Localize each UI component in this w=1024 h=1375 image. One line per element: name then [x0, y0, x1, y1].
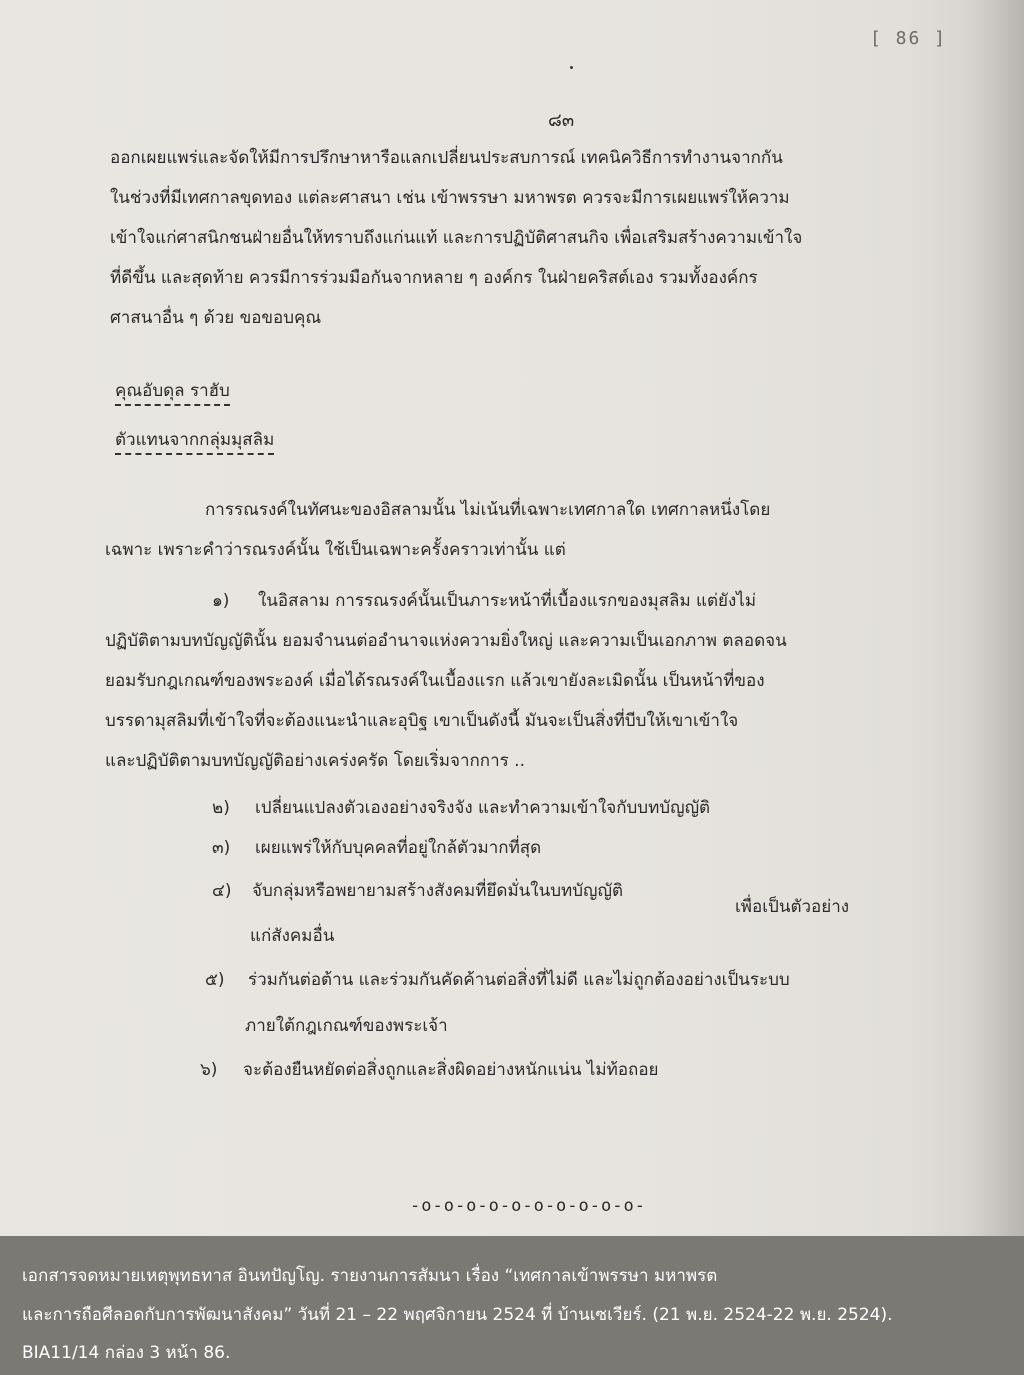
- list-item-line: ยอมรับกฎเกณฑ์ของพระองค์ เมื่อได้รณรงค์ในเบื้องแรก แล้วเขายังละเมิดนั้น เป็นหน้าที่ของ: [105, 671, 765, 691]
- list-marker: ๓): [212, 838, 231, 858]
- list-item-line: บรรดามุสลิมที่เข้าใจที่จะต้องแนะนำและอุบิฐ เขาเป็นดังนี้ มันจะเป็นสิ่งที่บีบให้เขาเข้าใจ: [105, 711, 739, 731]
- paragraph-line: ในช่วงที่มีเทศกาลขุดทอง แต่ละศาสนา เช่น เข้าพรรษา มหาพรต ควรจะมีการเผยแพร่ให้ความ: [110, 188, 790, 208]
- intro-line: การรณรงค์ในทัศนะของอิสลามนั้น ไม่เน้นที่เฉพาะเทศกาลใด เทศกาลหนึ่งโดย: [205, 500, 771, 520]
- end-divider: -o-o-o-o-o-o-o-o-o-o-: [410, 1196, 646, 1216]
- paragraph-line: ที่ดีขึ้น และสุดท้าย ควรมีการร่วมมือกันจากหลาย ๆ องค์กร ในฝ่ายคริสต์เอง รวมทั้งองค์กร: [110, 268, 758, 288]
- list-item-line: เผยแพร่ให้กับบุคคลที่อยู่ใกล้ตัวมากที่สุด: [255, 838, 542, 858]
- list-marker: ๕): [205, 970, 225, 990]
- speaker-role-text: ตัวแทนจากกลุ่มมุสลิม: [115, 430, 274, 455]
- intro-line: เฉพาะ เพราะคำว่ารณรงค์นั้น ใช้เป็นเฉพาะครั้งคราวเท่านั้น แต่: [105, 540, 566, 560]
- paragraph-line: เข้าใจแก่ศาสนิกชนฝ่ายอื่นให้ทราบถึงแก่นแท้ และการปฏิบัติศาสนกิจ เพื่อเสริมสร้างความเข้าใจ: [110, 228, 803, 248]
- list-item-line: จับกลุ่มหรือพยายามสร้างสังคมที่ยึดมั่นในบทบัญญัติ: [252, 881, 624, 901]
- speaker-name: [115, 383, 230, 400]
- list-marker: ๖): [200, 1060, 218, 1080]
- list-marker: ๒): [212, 798, 230, 818]
- speaker-name-text: คุณอับดุล ราฮับ: [115, 381, 230, 406]
- list-marker: ๑): [212, 591, 230, 611]
- paragraph-line: ออกเผยแพร่และจัดให้มีการปรึกษาหารือแลกเปลี่ยนประสบการณ์ เทคนิควิธีการทำงานจากกัน: [110, 148, 783, 168]
- list-item-line: ร่วมกันต่อต้าน และร่วมกันคัดค้านต่อสิ่งที่ไม่ดี และไม่ถูกต้องอย่างเป็นระบบ: [248, 970, 790, 990]
- caption-line: BIA11/14 กล่อง 3 หน้า 86.: [22, 1343, 231, 1363]
- list-item-line: เปลี่ยนแปลงตัวเองอย่างจริงจัง และทำความเข้าใจกับบทบัญญัติ: [255, 798, 711, 818]
- list-item-line: และปฏิบัติตามบทบัญญัติอย่างเคร่งครัด โดยเริ่มจากการ ..: [105, 751, 525, 771]
- list-item-line: ภายใต้กฎเกณฑ์ของพระเจ้า: [245, 1016, 448, 1036]
- list-item-trailing: เพื่อเป็นตัวอย่าง: [735, 897, 850, 917]
- list-item-line: จะต้องยืนหยัดต่อสิ่งถูกและสิ่งผิดอย่างหนักแน่น ไม่ท้อถอย: [243, 1060, 659, 1080]
- list-item-line: ในอิสลาม การรณรงค์นั้นเป็นภาระหน้าที่เบื้องแรกของมุสลิม แต่ยังไม่: [258, 591, 757, 611]
- page-number: ๘๓: [548, 110, 575, 131]
- page-mark-dot: [570, 66, 573, 69]
- list-item-line: ปฏิบัติตามบทบัญญัตินั้น ยอมจำนนต่ออำนาจแห่งความยิ่งใหญ่ และความเป็นเอกภาพ ตลอดจน: [105, 631, 787, 651]
- archive-page-stamp: [ 86 ]: [870, 28, 948, 49]
- caption-line: และการถือศีลอดกับการพัฒนาสังคม” วันที่ 21 – 22 พฤศจิกายน 2524 ที่ บ้านเซเวียร์. (21 พ.ย. 2524-22 พ.ย. 2524).: [22, 1305, 893, 1325]
- list-item-line: แก่สังคมอื่น: [250, 926, 335, 946]
- archive-caption: [0, 1236, 1024, 1375]
- paragraph-line: ศาสนาอื่น ๆ ด้วย ขอขอบคุณ: [110, 308, 322, 328]
- speaker-role: [115, 432, 274, 449]
- list-marker: ๔): [212, 881, 232, 901]
- caption-line: เอกสารจดหมายเหตุพุทธทาส อินทปัญโญ. รายงานการสัมนา เรื่อง “เทศกาลเข้าพรรษา มหาพรต: [22, 1266, 718, 1286]
